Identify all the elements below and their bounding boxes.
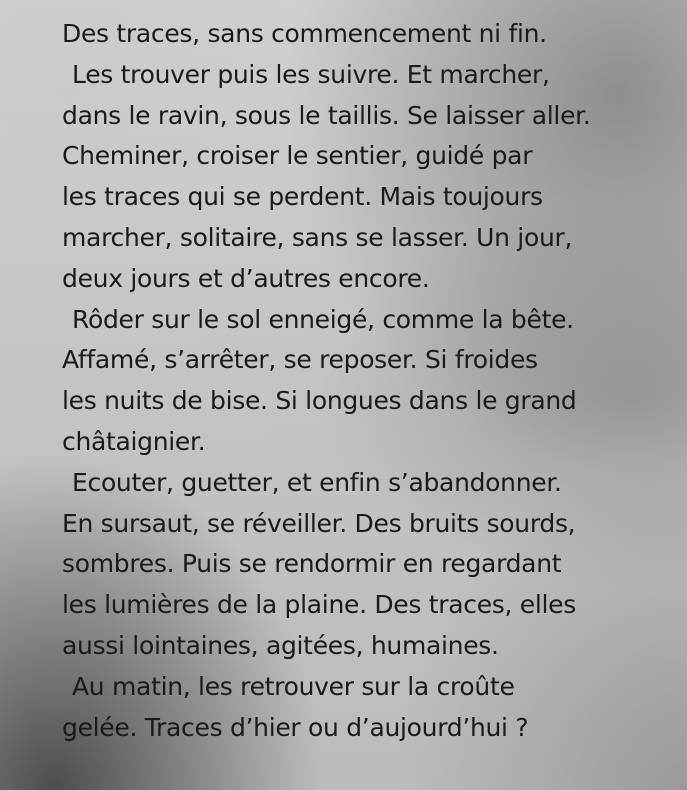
poem-line-2: Les trouver puis les suivre. Et marcher, [72, 59, 550, 89]
poem-line-4: Cheminer, croiser le sentier, guidé par [62, 141, 533, 171]
poem-line-12: Ecouter, guetter, et enfin s’abandonner. [72, 467, 562, 497]
poem-line-15: les lumières de la plaine. Des traces, elles [62, 590, 576, 620]
poem-line-8: Rôder sur le sol enneigé, comme la bête. [72, 304, 574, 334]
poem-line-6: marcher, solitaire, sans se lasser. Un jour, [62, 222, 573, 252]
poem-line-16: aussi lointaines, agitées, humaines. [62, 630, 499, 660]
poem-text [62, 14, 672, 748]
poem-line-13: En sursaut, se réveiller. Des bruits sourds, [62, 508, 576, 538]
poem-line-1: Des traces, sans commencement ni fin. [62, 19, 547, 48]
poem-line-9: Affamé, s’arrêter, se reposer. Si froides [62, 345, 538, 375]
poem-line-11: châtaignier. [62, 426, 206, 456]
poem-line-10: les nuits de bise. Si longues dans le grand [62, 386, 577, 416]
poem-line-7: deux jours et d’autres encore. [62, 263, 430, 293]
poem-line-14: sombres. Puis se rendormir en regardant [62, 549, 562, 579]
poem-line-3: dans le ravin, sous le taillis. Se laisser aller. [62, 100, 591, 130]
poem-line-18: gelée. Traces d’hier ou d’aujourd’hui ? [62, 712, 529, 742]
poem-line-17: Au matin, les retrouver sur la croûte [72, 671, 515, 701]
poem-line-5: les traces qui se perdent. Mais toujours [62, 182, 543, 212]
